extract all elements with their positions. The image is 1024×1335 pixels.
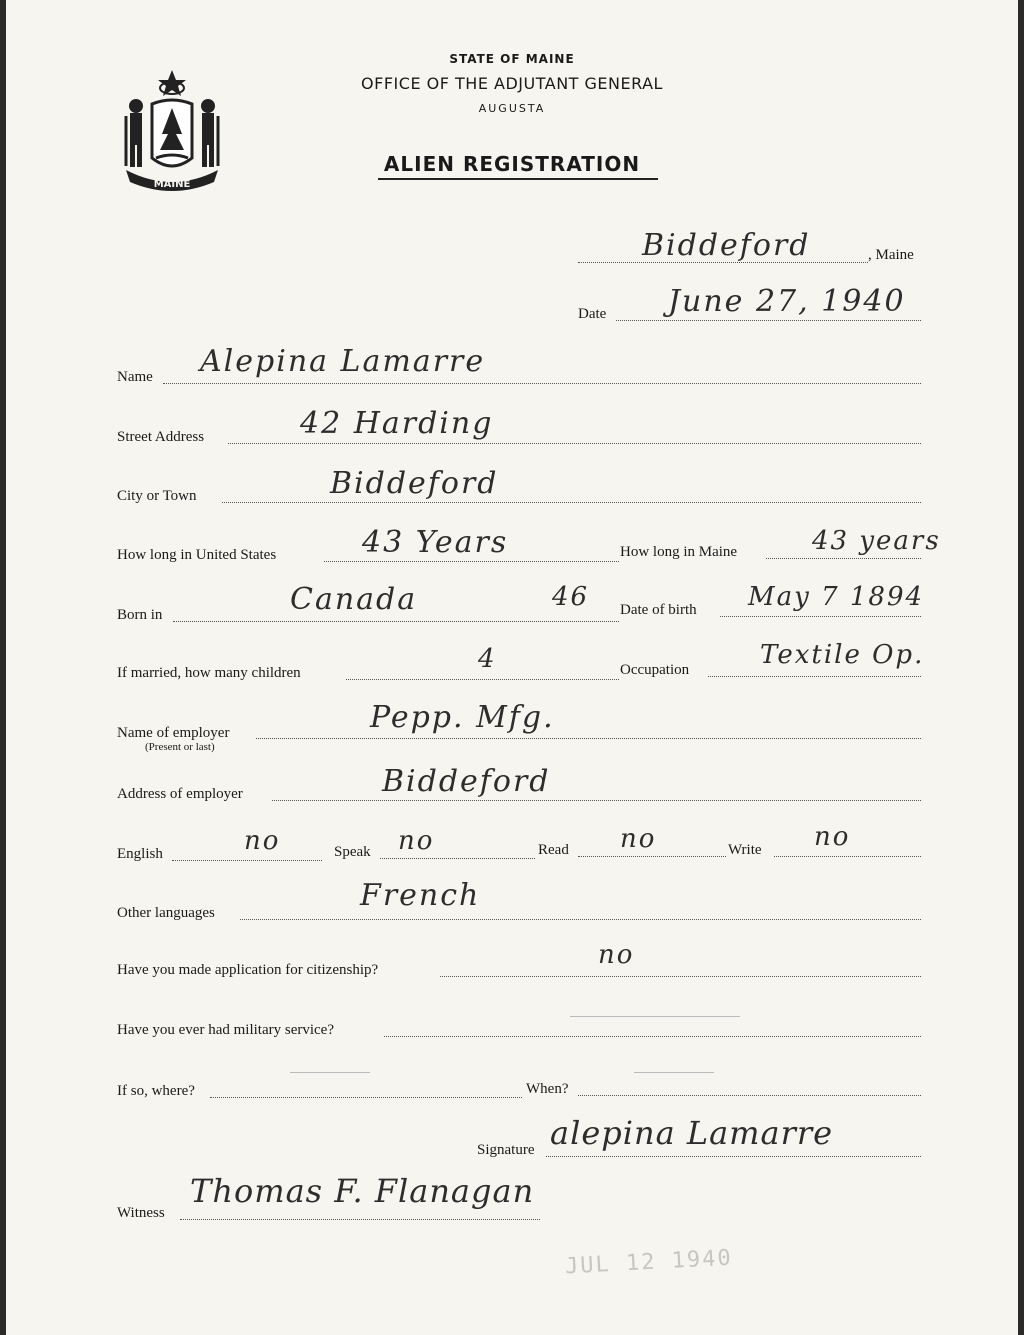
city-line <box>222 502 921 503</box>
street-address-line <box>228 443 921 444</box>
english-line <box>172 860 322 861</box>
where-faint-mark <box>290 1072 370 1073</box>
age-value: 46 <box>552 582 590 612</box>
citizenship-value: no <box>598 940 635 970</box>
employer-address-value: Biddeford <box>382 764 551 799</box>
name-label: Name <box>117 369 153 385</box>
other-languages-label: Other languages <box>117 905 215 921</box>
employer-address-label: Address of employer <box>117 786 243 802</box>
employer-name-value: Pepp. Mfg. <box>370 700 555 735</box>
date-line <box>616 320 921 321</box>
citizenship-line <box>440 976 921 977</box>
signature-line <box>546 1156 921 1157</box>
received-stamp: JUL 12 1940 <box>564 1245 734 1280</box>
other-languages-value: French <box>360 878 481 913</box>
occupation-value: Textile Op. <box>760 640 925 670</box>
english-value: no <box>244 826 281 856</box>
city-value: Biddeford <box>330 466 499 501</box>
date-label: Date <box>578 306 607 322</box>
street-address-label: Street Address <box>117 429 205 445</box>
english-label: English <box>117 846 163 862</box>
speak-label: Speak <box>334 844 371 860</box>
how-long-maine-label: How long in Maine <box>620 544 738 560</box>
citizenship-label: Have you made application for citizenship? <box>117 962 379 978</box>
employer-name-label: Name of employer <box>117 725 230 741</box>
read-value: no <box>620 824 657 854</box>
date-of-birth-line <box>720 616 921 617</box>
write-line <box>774 856 921 857</box>
seal-banner-text: MAINE <box>153 179 191 190</box>
form-title: ALIEN REGISTRATION <box>383 152 641 176</box>
place-value: Biddeford <box>642 228 811 263</box>
speak-value: no <box>398 826 435 856</box>
children-value: 4 <box>478 644 497 674</box>
children-line <box>346 679 619 680</box>
signature-value: alepina Lamarre <box>550 1114 834 1152</box>
other-languages-line <box>240 919 921 920</box>
state-heading: STATE OF MAINE <box>449 52 575 66</box>
read-line <box>578 856 726 857</box>
military-faint-mark <box>570 1016 740 1017</box>
occupation-label: Occupation <box>620 662 690 678</box>
street-address-value: 42 Harding <box>300 406 494 441</box>
military-line <box>384 1036 921 1037</box>
city-label: City or Town <box>117 488 197 504</box>
born-in-line <box>173 621 619 622</box>
military-label: Have you ever had military service? <box>117 1022 334 1038</box>
children-label: If married, how many children <box>117 665 301 681</box>
how-long-us-line <box>324 561 619 562</box>
when-line <box>578 1095 921 1096</box>
when-label: When? <box>526 1081 569 1097</box>
speak-line <box>380 858 535 859</box>
witness-line <box>180 1219 540 1220</box>
employer-name-line <box>256 738 921 739</box>
employer-address-line <box>272 800 921 801</box>
how-long-maine-value: 43 years <box>812 526 941 556</box>
witness-value: Thomas F. Flanagan <box>190 1172 535 1210</box>
if-so-where-label: If so, where? <box>117 1083 195 1099</box>
read-label: Read <box>538 842 569 858</box>
occupation-line <box>708 676 921 677</box>
write-label: Write <box>728 842 762 858</box>
name-line <box>163 383 921 384</box>
born-in-label: Born in <box>117 607 163 623</box>
if-so-where-line <box>210 1097 522 1098</box>
date-of-birth-value: May 7 1894 <box>748 582 925 612</box>
how-long-us-label: How long in United States <box>117 547 277 563</box>
signature-label: Signature <box>477 1142 535 1158</box>
born-in-value: Canada <box>290 582 418 617</box>
title-underline <box>378 178 658 180</box>
witness-label: Witness <box>117 1205 165 1221</box>
when-faint-mark <box>634 1072 714 1073</box>
date-value: June 27, 1940 <box>668 284 906 319</box>
maine-label: , Maine <box>868 247 914 263</box>
city-heading: AUGUSTA <box>478 102 546 115</box>
date-of-birth-label: Date of birth <box>620 602 697 618</box>
employer-name-sublabel: (Present or last) <box>145 741 215 753</box>
write-value: no <box>814 822 851 852</box>
office-heading: OFFICE OF THE ADJUTANT GENERAL <box>361 74 663 93</box>
how-long-us-value: 43 Years <box>362 525 509 560</box>
how-long-maine-line <box>766 558 921 559</box>
name-value: Alepina Lamarre <box>200 344 486 379</box>
